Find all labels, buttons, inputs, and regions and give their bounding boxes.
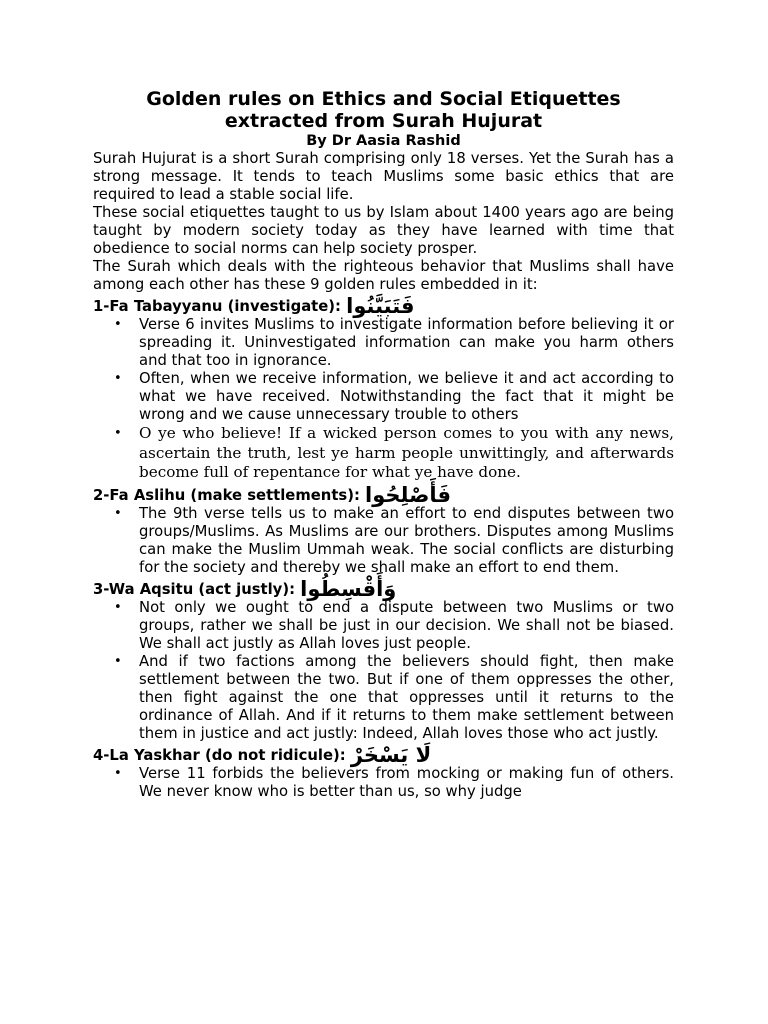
bullet-icon: • (114, 371, 122, 386)
bullet-icon: • (114, 505, 122, 521)
rule-arabic-text: فَأَصْلِحُوا (365, 482, 452, 507)
rule-heading-1 (93, 294, 674, 318)
list-item: • Verse 6 invites Muslims to investigate information before believing it or spreading it. Uninvestigated information can make you harm others and that too in ignorance. (114, 316, 674, 369)
rule-heading-2 (93, 482, 674, 507)
rule-arabic-text: فَتَبَيَّنُوا (346, 294, 415, 318)
rule-2-bullet-list (93, 505, 674, 577)
rule-heading-text: 3-Wa Aqsitu (act justly): (93, 580, 296, 598)
bullet-icon: • (114, 765, 122, 781)
author-line: By Dr Aasia Rashid (306, 133, 461, 149)
bullet-icon: • (114, 599, 122, 615)
intro-paragraph-1: Surah Hujurat is a short Surah comprising only 18 verses. Yet the Surah has a strong message. It tends to teach Muslims some basic ethics that are required to lead a stable social life. (93, 150, 674, 203)
list-item: • Not only we ought to end a dispute between two Muslims or two groups, rather we shall be just in our decision. We shall not be biased. We shall act justly as Allah loves just people. (114, 598, 674, 652)
rule-arabic-text: لَا يَسْخَرْ (350, 742, 432, 767)
rule-3-bullet-list (93, 599, 674, 743)
bullet-icon: • (114, 426, 122, 441)
rule-arabic-text: وَأَقْسِطُوا (300, 576, 397, 601)
list-item: • And if two factions among the believers should fight, then make settlement between the two. But if one of them oppresses the other, then fight against the one that oppresses until it returns to the ordinance of Allah. And if it returns to them make settlement between them in justice and act justly: Indeed, Allah loves those who act justly. (114, 652, 674, 742)
list-item: • Verse 11 forbids the believers from mocking or making fun of others. We never know who is better than us, so why judge (114, 764, 674, 800)
title-line-1: Golden rules on Ethics and Social Etiquettes (146, 88, 621, 110)
list-item: • The 9th verse tells us to make an effort to end disputes between two groups/Muslims. As Muslims are our brothers. Disputes among Muslims can make the Muslim Ummah weak. The social conflicts are disturbing for the society and thereby we shall make an effort to end them. (114, 504, 674, 576)
rule-1-bullet-list (93, 316, 674, 483)
rule-heading-4 (93, 742, 674, 767)
rule-heading-3 (93, 576, 674, 601)
list-item: • O ye who believe! If a wicked person comes to you with any news, ascertain the truth, lest ye harm people unwittingly, and afterwards become full of repentance for what ye have done. (114, 424, 674, 481)
document-title (93, 88, 674, 132)
rule-heading-text: 2-Fa Aslihu (make settlements): (93, 486, 360, 504)
intro-paragraph-3: The Surah which deals with the righteous behavior that Muslims shall have among each other has these 9 golden rules embedded in it: (93, 258, 674, 293)
intro-paragraph-2: These social etiquettes taught to us by Islam about 1400 years ago are being taught by modern society today as they have learned with time that obedience to social norms can help society prosper. (93, 204, 674, 257)
bullet-icon: • (114, 317, 122, 332)
rule-heading-text: 4-La Yaskhar (do not ridicule): (93, 746, 346, 764)
bullet-icon: • (114, 653, 122, 669)
rule-4-bullet-list (93, 765, 674, 801)
title-line-2: extracted from Surah Hujurat (224, 110, 543, 132)
list-item: • Often, when we receive information, we believe it and act according to what we have received. Notwithstanding the fact that it might be wrong and we cause unnecessary trouble to others (114, 370, 674, 423)
rule-heading-text: 1-Fa Tabayyanu (investigate): (93, 298, 341, 315)
